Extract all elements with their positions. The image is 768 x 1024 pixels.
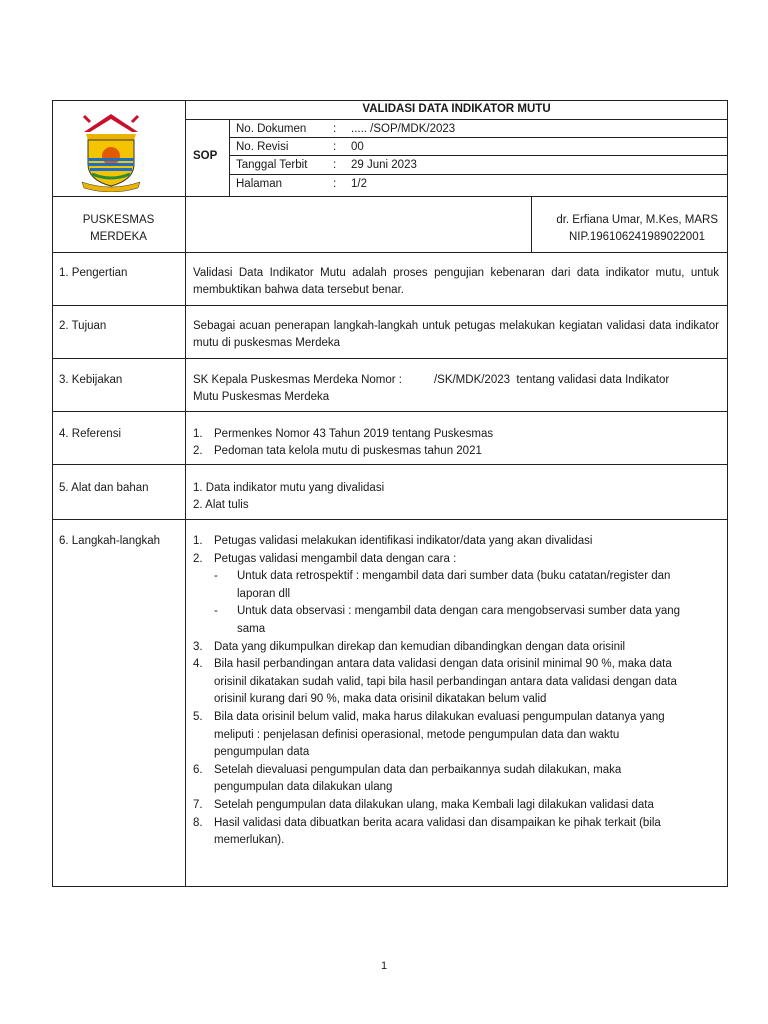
- alat-bahan-item: 2. Alat tulis: [193, 499, 249, 511]
- section-label-referensi: 4. Referensi: [59, 428, 122, 440]
- section-label-kebijakan: 3. Kebijakan: [59, 374, 123, 386]
- step-number: 4.: [193, 658, 203, 670]
- section-label-pengertian: 1. Pengertian: [59, 267, 128, 279]
- step-number: 2.: [193, 553, 203, 565]
- referensi-num: 1.: [193, 428, 203, 440]
- step-text-line: Untuk data observasi : mengambil data dengan cara mengobservasi sumber data yang: [237, 605, 681, 617]
- step-text-line: Hasil validasi data dibuatkan berita acara validasi dan disampaikan ke pihak terkait (bila: [214, 817, 661, 829]
- step-text-line: orisinil dikatakan sudah valid, tapi bila hasil perbandingan antara data validasi dengan data: [214, 676, 677, 688]
- sop-label: SOP: [193, 150, 218, 162]
- step-number: 6.: [193, 764, 203, 776]
- step-text-line: Bila data orisinil belum valid, maka harus dilakukan evaluasi pengumpulan datanya yang: [214, 711, 665, 723]
- step-text-line: orisinil kurang dari 90 %, maka data orisinil dikatakan belum valid: [214, 693, 547, 705]
- signer-name: dr. Erfiana Umar, M.Kes, MARS: [556, 214, 718, 226]
- page-number: 1: [380, 960, 388, 972]
- referensi-num: 2.: [193, 445, 203, 457]
- step-number: 5.: [193, 711, 203, 723]
- section-text-kebijakan-line2: Mutu Puskesmas Merdeka: [193, 391, 330, 403]
- step-text-line: Petugas validasi mengambil data dengan cara :: [214, 553, 457, 565]
- org-name-line1: PUSKESMAS: [82, 214, 155, 226]
- step-text-line: Bila hasil perbandingan antara data validasi dengan data orisinil minimal 90 %, maka data: [214, 658, 672, 670]
- step-text-line: memerlukan).: [214, 834, 285, 846]
- step-text-line: meliputi : penjelasan definisi operasional, metode pengumpulan data dan waktu: [214, 729, 620, 741]
- document-title: VALIDASI DATA INDIKATOR MUTU: [362, 103, 551, 115]
- step-number: 3.: [193, 641, 203, 653]
- step-text-line: pengumpulan data: [214, 746, 310, 758]
- org-name-line2: MERDEKA: [90, 231, 147, 243]
- alat-bahan-item: 1. Data indikator mutu yang divalidasi: [193, 482, 385, 494]
- step-text-line: sama: [237, 623, 266, 635]
- section-label-langkah: 6. Langkah-langkah: [59, 535, 161, 547]
- step-text-line: Petugas validasi melakukan identifikasi indikator/data yang akan divalidasi: [214, 535, 593, 547]
- section-text-pengertian: Validasi Data Indikator Mutu adalah proses pengujian kebenaran dari data indikator mutu, untuk membuktikan bahwa data tersebut benar.: [193, 267, 719, 296]
- section-label-alat-bahan: 5. Alat dan bahan: [59, 482, 149, 494]
- step-text-line: laporan dll: [237, 588, 291, 600]
- section-text-tujuan: Sebagai acuan penerapan langkah-langkah untuk petugas melakukan kegiatan validasi data indikator mutu di puskesmas Merdeka: [193, 320, 719, 349]
- referensi-item: Permenkes Nomor 43 Tahun 2019 tentang Puskesmas: [214, 428, 494, 440]
- step-number: 8.: [193, 817, 203, 829]
- step-text-line: pengumpulan data dilakukan ulang: [214, 781, 393, 793]
- section-text-kebijakan-line1: SK Kepala Puskesmas Merdeka Nomor : /SK/MDK/2023 tentang validasi data Indikator: [193, 374, 670, 386]
- step-number: 7.: [193, 799, 203, 811]
- step-text-line: Untuk data retrospektif : mengambil data dari sumber data (buku catatan/register dan: [237, 570, 671, 582]
- step-text-line: Data yang dikumpulkan direkap dan kemudian dibandingkan dengan data orisinil: [214, 641, 626, 653]
- step-text-line: Setelah dievaluasi pengumpulan data dan perbaikannya sudah dilakukan, maka: [214, 764, 622, 776]
- referensi-item: Pedoman tata kelola mutu di puskesmas tahun 2021: [214, 445, 482, 457]
- step-number: -: [214, 570, 218, 582]
- step-text-line: Setelah pengumpulan data dilakukan ulang, maka Kembali lagi dilakukan validasi data: [214, 799, 654, 811]
- step-number: -: [214, 605, 218, 617]
- step-number: 1.: [193, 535, 203, 547]
- signer-nip: NIP.196106241989022001: [568, 231, 705, 243]
- regional-emblem-icon: [76, 110, 146, 192]
- section-label-tujuan: 2. Tujuan: [59, 320, 107, 332]
